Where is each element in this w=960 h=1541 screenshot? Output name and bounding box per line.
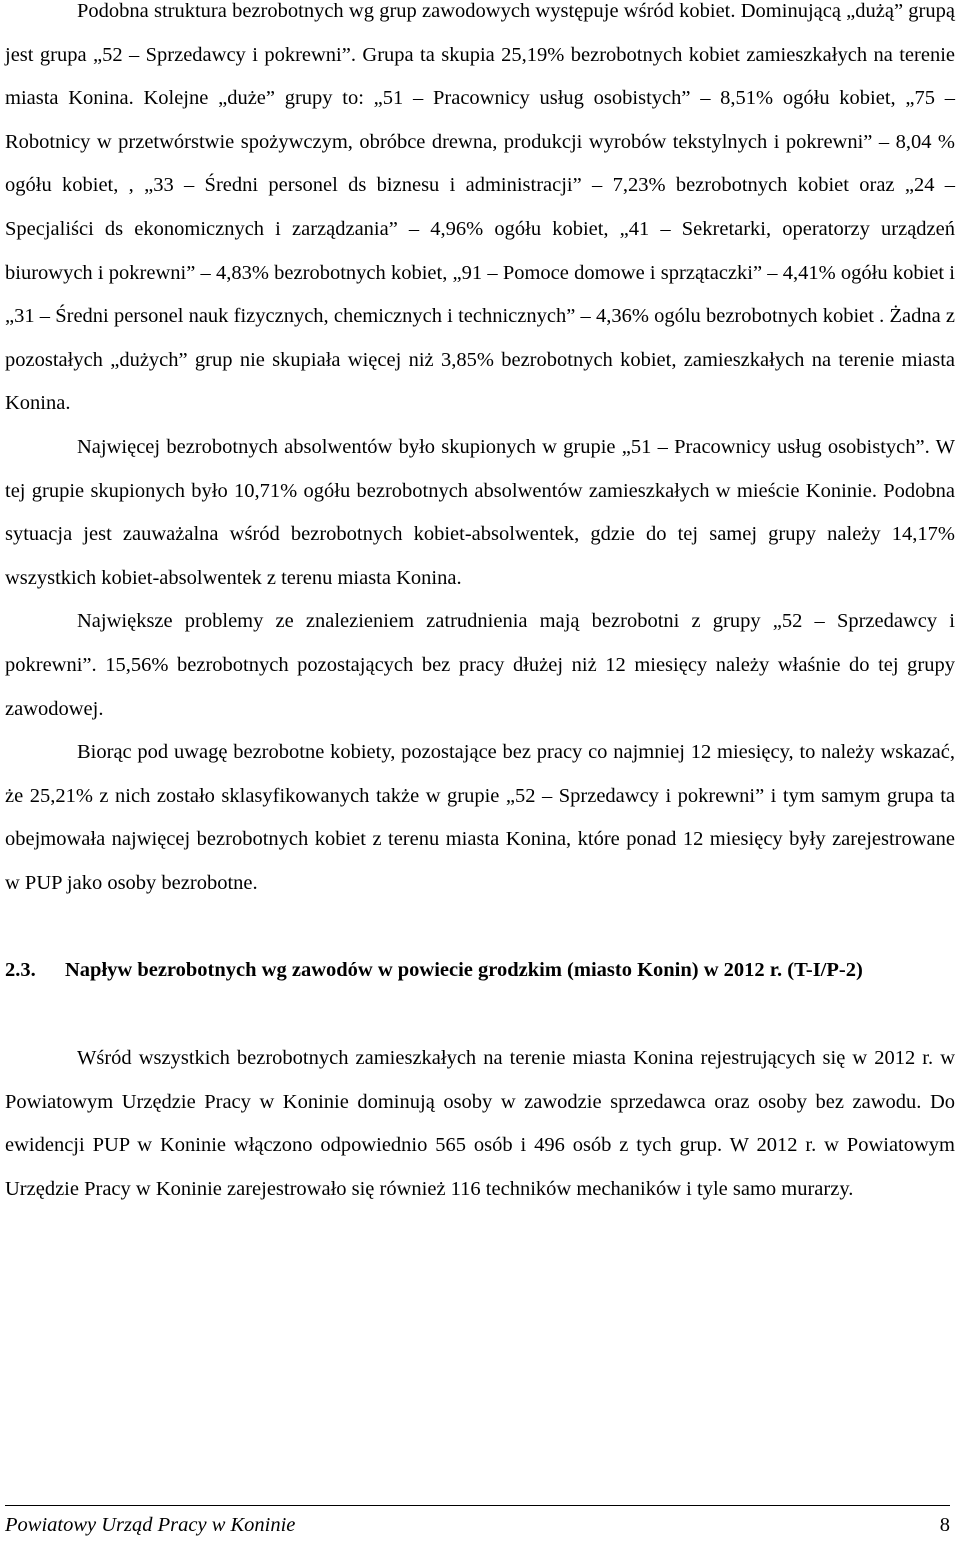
paragraph-long-term-problems: Największe problemy ze znalezieniem zatrudnienia mają bezrobotni z grupy „52 – Sprzedawcy i pokrewni”. 15,56% bezrobotnych pozostających bez pracy dłużej niż 12 miesięcy należy właśnie do tej grupy zawodowej.: [5, 610, 955, 720]
paragraph-inflow: Wśród wszystkich bezrobotnych zamieszkałych na terenie miasta Konina rejestrujących się w 2012 r. w Powiatowym Urzędzie Pracy w Koninie dominują osoby w zawodzie sprzedawca oraz osoby bez zawodu. Do ewidencji PUP w Koninie włączono odpowiednio 565 osób i 496 osób z tych grup. W 2012 r. w Powiatowym Urzędzie Pracy w Koninie zarejestrowało się również 116 techników mechaników i tyle samo murarzy.: [5, 1047, 955, 1200]
footer-title: Powiatowy Urząd Pracy w Koninie: [5, 1514, 296, 1536]
spacer: [5, 905, 955, 949]
spacer: [5, 993, 955, 1037]
document-page: [5, 0, 955, 1211]
paragraph-women-structure: Podobna struktura bezrobotnych wg grup zawodowych występuje wśród kobiet. Dominującą „dużą” grupą jest grupa „52 – Sprzedawcy i pokrewni”. Grupa ta skupia 25,19% bezrobotnych kobiet zamieszkałych na terenie miasta Konina. Kolejne „duże” grupy to: „51 – Pracownicy usług osobistych” – 8,51% ogółu kobiet, „75 – Robotnicy w przetwórstwie spożywczym, obróbce drewna, produkcji wyrobów tekstylnych i pokrewni” – 8,04 % ogółu kobiet, , „33 – Średni personel ds biznesu i administracji” – 7,23% bezrobotnych kobiet oraz „24 – Specjaliści ds ekonomicznych i zarządzania” – 4,96% ogółu kobiet, „41 – Sekretarki, operatorzy urządzeń biurowych i pokrewni” – 4,83% bezrobotnych kobiet, „91 – Pomoce domowe i sprzątaczki” – 4,41% ogółu kobiet i „31 – Średni personel nauk fizycznych, chemicznych i technicznych” – 4,36% ogólu bezrobotnych kobiet . Żadna z pozostałych „dużych” grup nie skupiała więcej niż 3,85% bezrobotnych kobiet, zamieszkałych na terenie miasta Konina.: [5, 0, 955, 415]
section-heading-number: 2.3.: [5, 959, 36, 982]
section-heading: [5, 949, 955, 993]
section-heading-text: Napływ bezrobotnych wg zawodów w powiecie grodzkim (miasto Konin) w 2012 r. (T-I/P-2): [65, 959, 863, 982]
paragraph-graduates: Najwięcej bezrobotnych absolwentów było skupionych w grupie „51 – Pracownicy usług osobistych”. W tej grupie skupionych było 10,71% ogółu bezrobotnych absolwentów zamieszkałych w mieście Koninie. Podobna sytuacja jest zauważalna wśród bezrobotnych kobiet-absolwentek, gdzie do tej samej grupy należy 14,17% wszystkich kobiet-absolwentek z terenu miasta Konina.: [5, 435, 955, 589]
page-number: 8: [939, 1514, 950, 1536]
page-footer: [5, 1505, 950, 1538]
paragraph-long-term-women: Biorąc pod uwagę bezrobotne kobiety, pozostające bez pracy co najmniej 12 miesięcy, to należy wskazać, że 25,21% z nich zostało sklasyfikowanych także w grupie „52 – Sprzedawcy i pokrewni” i tym samym grupa ta obejmowała najwięcej bezrobotnych kobiet z terenu miasta Konina, które ponad 12 miesięcy były zarejestrowane w PUP jako osoby bezrobotne.: [5, 741, 955, 894]
